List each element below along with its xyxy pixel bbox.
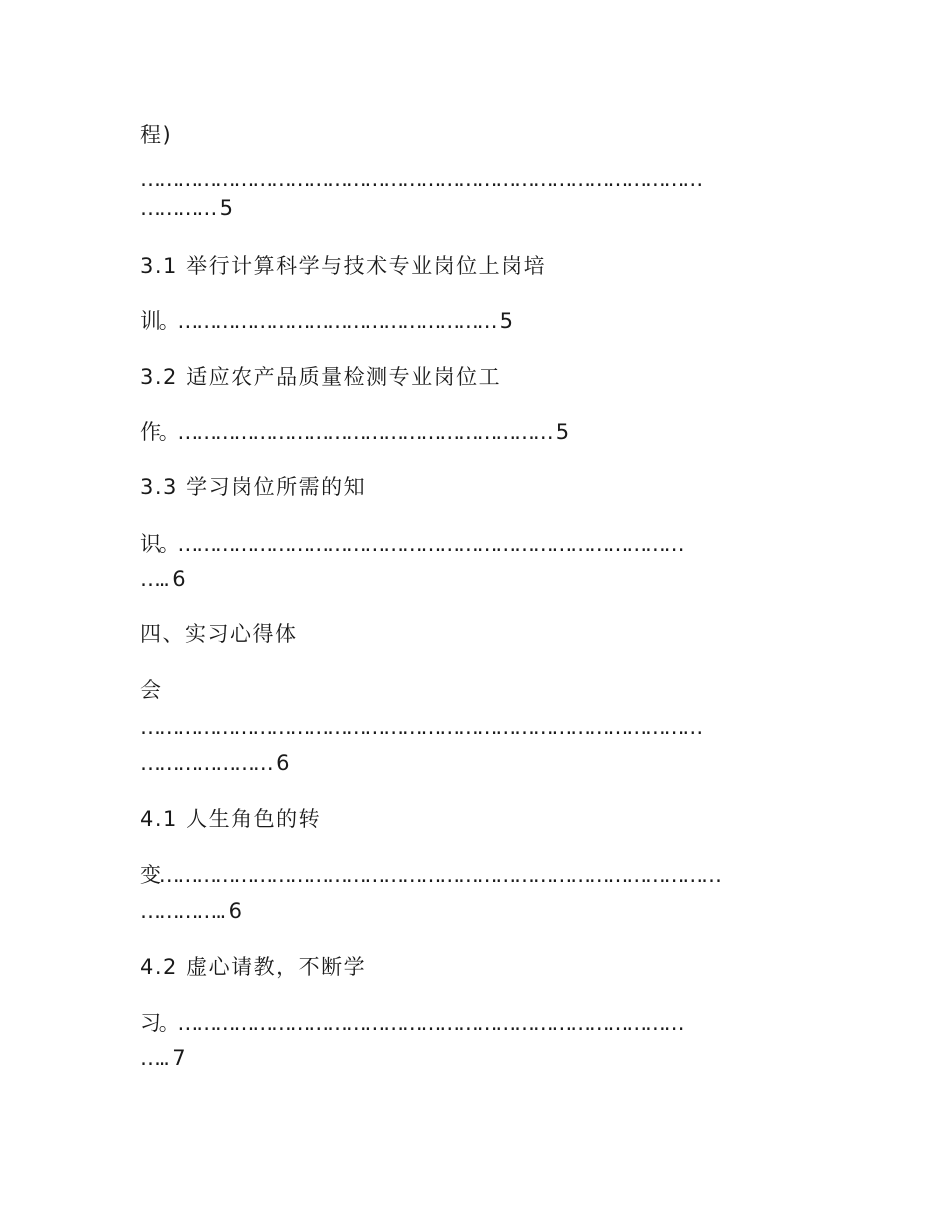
toc-title-line: 4.1 人生角色的转 [140,807,322,831]
toc-page-line: ………… 5 [140,196,231,220]
toc-dots-line: 变……………………………………………………………………………… [140,863,720,887]
toc-dots-line: ……………………………………………………………………………… [140,167,702,191]
toc-page-line: ………….. 6 [140,899,240,923]
toc-dots-line: 作。…………………………………………………… 5 [140,420,567,444]
toc-dots-line: ……………………………………………………………………………… [140,715,702,739]
toc-page-line: ………………… 6 [140,751,288,775]
toc-title-line: 3.3 学习岗位所需的知 [140,475,367,499]
toc-page-line: ….. 7 [140,1046,184,1070]
toc-title-line: 3.1 举行计算科学与技术专业岗位上岗培 [140,254,547,278]
toc-dots-line: 训。…………………………………………… 5 [140,309,511,333]
toc-title-line: 四、实习心得体 [140,622,298,646]
toc-dots-line: 识。……………………………………………………………………… [140,532,683,556]
toc-page-line: ….. 6 [140,567,184,591]
toc-title-line: 程) [140,123,173,147]
toc-title-tail: 会 [140,678,163,702]
toc-title-line: 3.2 适应农产品质量检测专业岗位工 [140,365,502,389]
toc-dots-line: 习。……………………………………………………………………… [140,1011,683,1035]
toc-title-line: 4.2 虚心请教，不断学 [140,955,367,979]
